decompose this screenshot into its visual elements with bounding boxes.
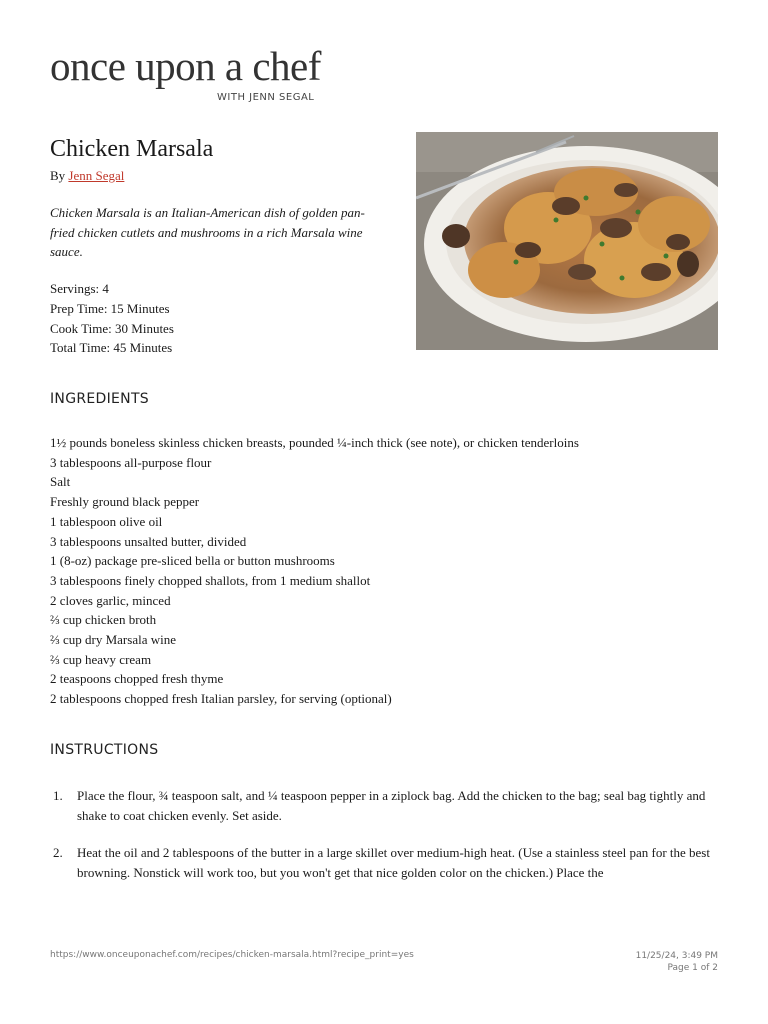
recipe-photo (416, 132, 718, 350)
list-item: 2 teaspoons chopped fresh thyme (50, 671, 224, 687)
list-item: ⅔ cup chicken broth (50, 612, 157, 628)
author-link[interactable]: Jenn Segal (68, 168, 125, 183)
list-item: 2 cloves garlic, minced (50, 592, 171, 608)
site-logo[interactable] (50, 43, 321, 103)
logo-tagline: WITH JENN SEGAL (217, 92, 315, 103)
list-item: 2 tablespoons chopped fresh Italian parsley, for serving (optional) (50, 691, 392, 707)
page-number: Page 1 of 2 (667, 963, 718, 973)
list-item: 1½ pounds boneless skinless chicken breasts, pounded ¼-inch thick (see note), or chicken tenderloins (50, 435, 579, 450)
instructions-heading: INSTRUCTIONS (50, 742, 159, 758)
list-item: 1 tablespoon olive oil (50, 513, 163, 529)
step-number: 1. (53, 788, 63, 803)
total-time: Total Time: 45 Minutes (50, 340, 173, 356)
cook-time: Cook Time: 30 Minutes (50, 320, 174, 336)
byline (50, 168, 124, 184)
list-item: 1 (8-oz) package pre-sliced bella or button mushrooms (50, 553, 335, 569)
ingredients-heading: INGREDIENTS (50, 391, 149, 407)
recipe-summary: Chicken Marsala is an Italian-American dish of golden pan-fried chicken cutlets and mushrooms in a rich Marsala wine sauce. (50, 205, 365, 259)
step-number: 2. (53, 845, 63, 860)
footer-url: https://www.onceuponachef.com/recipes/chicken-marsala.html?recipe_print=yes (50, 950, 414, 960)
recipe-meta (50, 279, 174, 358)
list-item: Salt (50, 474, 71, 490)
list-item: 3 tablespoons unsalted butter, divided (50, 533, 247, 549)
food-photo-icon (416, 132, 718, 350)
prep-time: Prep Time: 15 Minutes (50, 300, 170, 316)
instruction-step (50, 843, 718, 882)
instructions-list (50, 786, 718, 900)
list-item: 3 tablespoons finely chopped shallots, from 1 medium shallot (50, 572, 371, 588)
list-item: ⅔ cup dry Marsala wine (50, 632, 176, 648)
servings: Servings: 4 (50, 281, 109, 296)
byline-prefix: By (50, 168, 66, 183)
list-item: Freshly ground black pepper (50, 494, 200, 510)
print-datetime: 11/25/24, 3:49 PM (635, 951, 718, 961)
ingredients-list (50, 433, 579, 709)
footer-info (636, 950, 718, 974)
instruction-step (50, 786, 718, 825)
list-item: ⅔ cup heavy cream (50, 651, 152, 667)
logo-wordmark: once upon a chef (50, 43, 321, 89)
list-item: 3 tablespoons all-purpose flour (50, 454, 212, 470)
step-text: Heat the oil and 2 tablespoons of the butter in a large skillet over medium-high heat. (Use a stainless steel pan for the best browning. Nonstick will work too, but you won't get that nice golden color on the chicken.) Place the (77, 845, 710, 880)
recipe-title: Chicken Marsala (50, 136, 214, 162)
step-text: Place the flour, ¾ teaspoon salt, and ¼ teaspoon pepper in a ziplock bag. Add the chicken to the bag; seal bag tightly and shake to coat chicken evenly. Set aside. (77, 788, 706, 823)
